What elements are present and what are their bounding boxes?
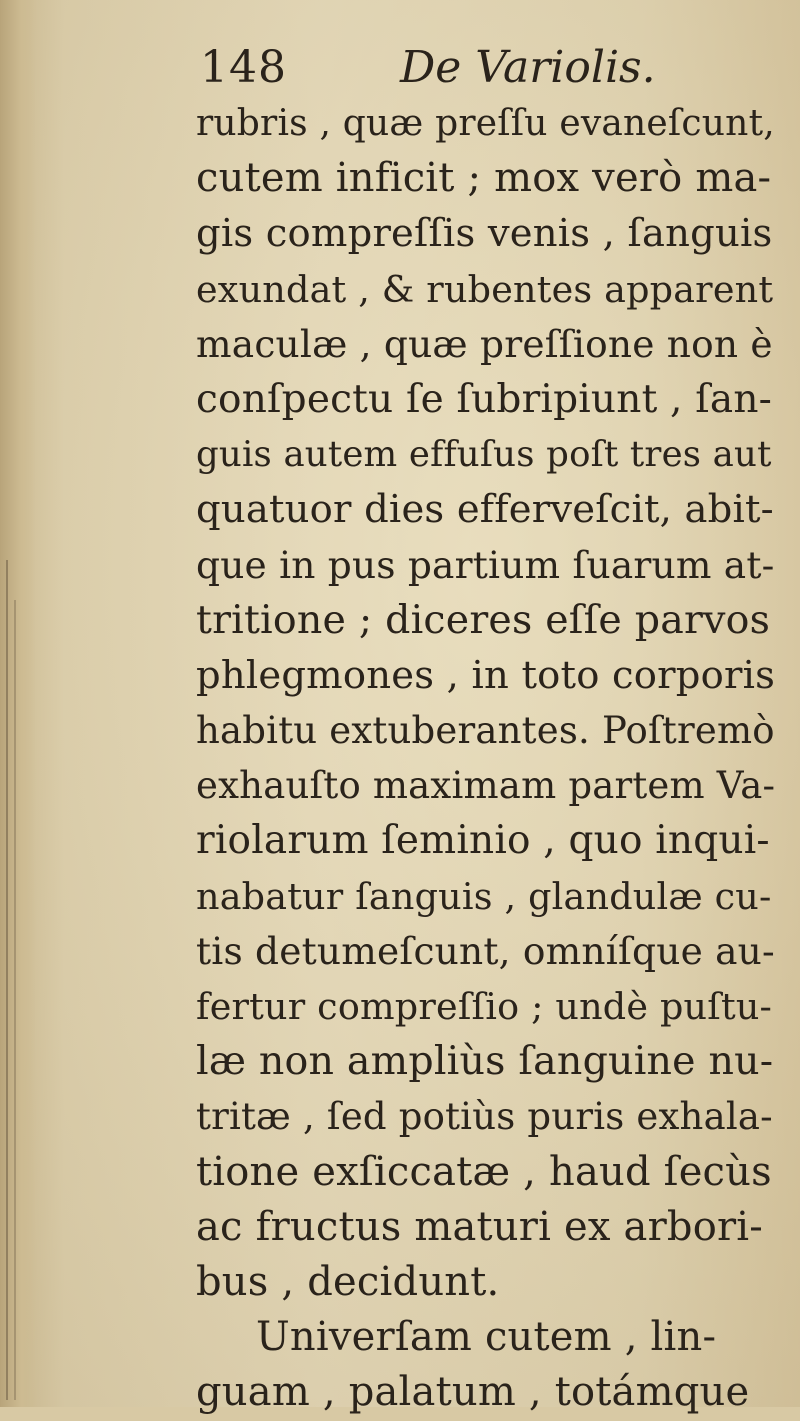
text-line: riolarum ſeminio , quo inqui- — [196, 818, 770, 864]
page-number: 148 — [200, 42, 287, 93]
text-line: phlegmones , in toto corporis — [196, 652, 776, 698]
text-line: que in pus partium ſuarum at- — [196, 542, 775, 587]
text-line: guis autem effuſus poſt tres aut — [196, 434, 772, 476]
text-line: gis compreſſis venis , ſanguis — [196, 211, 773, 257]
text-line: fertur compreſſio ; undè puſtu- — [196, 985, 773, 1028]
running-head — [200, 42, 760, 94]
page-edge-line — [6, 560, 8, 1400]
text-line: exundat , & rubentes apparent — [196, 267, 774, 311]
text-line: conſpectu ſe ſubripiunt , ſan- — [196, 376, 773, 422]
body-text — [196, 96, 776, 1421]
text-line: tritæ , ſed potiùs puris exhala- — [196, 1095, 773, 1139]
text-line: rubris , quæ preſſu evaneſcunt, — [196, 103, 775, 144]
running-title: De Variolis. — [400, 42, 656, 93]
text-line: quatuor dies efferveſcit, abit- — [196, 487, 774, 533]
text-line: ac fructus maturi ex arbori- — [196, 1203, 764, 1250]
text-line: tione exſiccatæ , haud ſecùs — [196, 1148, 772, 1195]
text-line: maculæ , quæ preſſione non è — [196, 321, 773, 366]
text-line: guam , palatum , totámque — [196, 1369, 750, 1416]
paragraph-start-line: Univerſam cutem , lin- — [256, 1314, 717, 1361]
text-line: habitu extuberantes. Poſtremò — [196, 709, 775, 753]
text-line: bus , decidunt. — [196, 1258, 500, 1305]
text-line: cutem inficit ; mox verò ma- — [196, 155, 772, 202]
text-line: exhauſto maximam partem Va- — [196, 764, 776, 808]
text-line: nabatur ſanguis , glandulæ cu- — [196, 874, 772, 918]
page-edge-line — [14, 600, 16, 1400]
text-line: tis detumeſcunt, omníſque au- — [196, 928, 775, 973]
text-line: læ non ampliùs ſanguine nu- — [196, 1038, 774, 1085]
text-line: tritione ; diceres eſſe parvos — [196, 596, 771, 643]
